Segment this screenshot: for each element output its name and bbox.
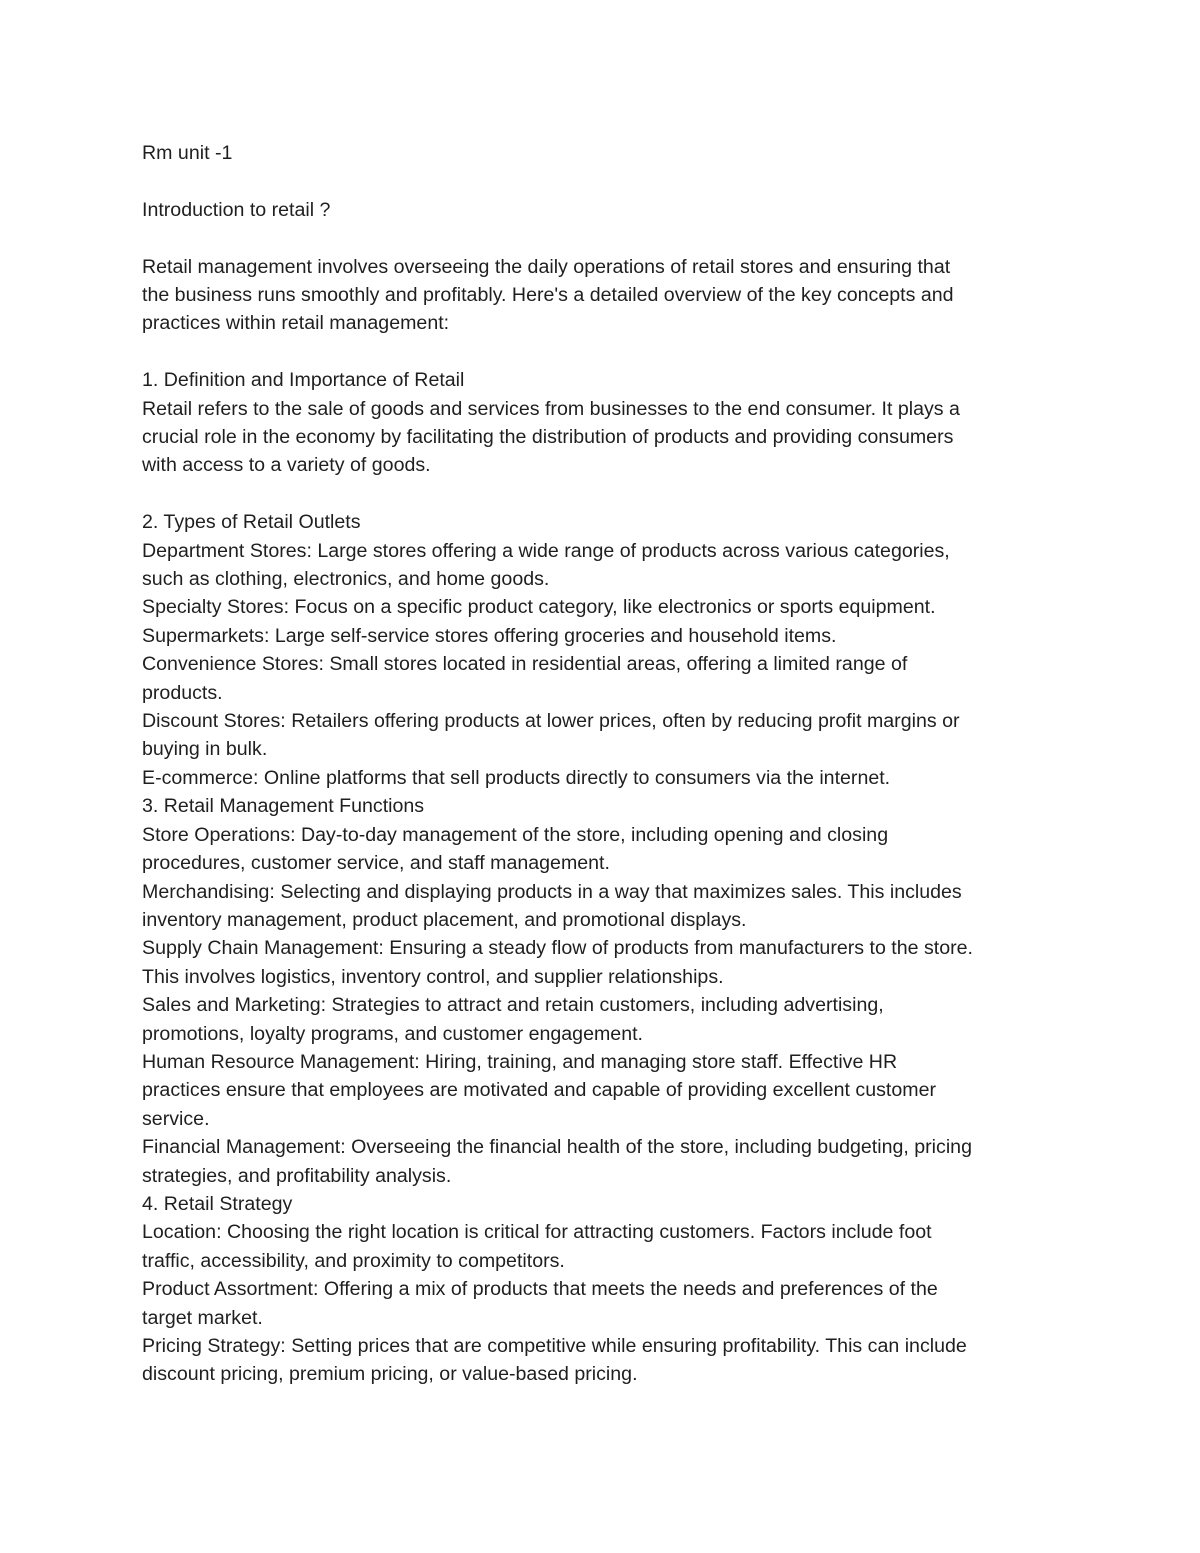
section-line: traffic, accessibility, and proximity to competitors. bbox=[142, 1249, 565, 1272]
section-line: Specialty Stores: Focus on a specific product category, like electronics or sports equipment. bbox=[142, 596, 936, 619]
intro-line: practices within retail management: bbox=[142, 312, 450, 335]
intro-line: the business runs smoothly and profitably. Here's a detailed overview of the key concepts and bbox=[142, 284, 954, 306]
section-line: inventory management, product placement, and promotional displays. bbox=[142, 908, 747, 931]
section-line: such as clothing, electronics, and home goods. bbox=[142, 568, 550, 591]
section-line: Supermarkets: Large self-service stores offering groceries and household items. bbox=[142, 624, 837, 647]
section-line: promotions, loyalty programs, and customer engagement. bbox=[142, 1022, 643, 1045]
section-line: discount pricing, premium pricing, or value-based pricing. bbox=[142, 1363, 638, 1386]
section-line: Pricing Strategy: Setting prices that are competitive while ensuring profitability. This can include bbox=[142, 1335, 967, 1357]
section-functions bbox=[142, 792, 1072, 1190]
blank-line bbox=[142, 480, 1072, 508]
blank-line bbox=[142, 167, 1072, 195]
section-line: crucial role in the economy by facilitating the distribution of products and providing consumers bbox=[142, 426, 954, 449]
section-line: target market. bbox=[142, 1306, 263, 1329]
section-heading: 1. Definition and Importance of Retail bbox=[142, 369, 465, 392]
section-line: products. bbox=[142, 681, 223, 704]
section-line: Merchandising: Selecting and displaying products in a way that maximizes sales. This includes bbox=[142, 880, 962, 903]
section-line: Financial Management: Overseeing the financial health of the store, including budgeting, pricing bbox=[142, 1136, 972, 1159]
blank-line bbox=[142, 338, 1072, 366]
section-line: practices ensure that employees are motivated and capable of providing excellent customer bbox=[142, 1079, 936, 1102]
section-line: Sales and Marketing: Strategies to attract and retain customers, including advertising, bbox=[142, 994, 884, 1017]
document-page bbox=[142, 139, 1072, 1389]
section-line: E-commerce: Online platforms that sell products directly to consumers via the internet. bbox=[142, 766, 891, 789]
section-line: Department Stores: Large stores offering a wide range of products across various categories, bbox=[142, 539, 950, 562]
section-strategy bbox=[142, 1190, 1072, 1389]
section-line: with access to a variety of goods. bbox=[142, 454, 431, 477]
section-line: Convenience Stores: Small stores located in residential areas, offering a limited range of bbox=[142, 653, 908, 676]
intro-paragraph bbox=[142, 253, 1072, 338]
section-line: service. bbox=[142, 1107, 210, 1130]
section-line: Human Resource Management: Hiring, training, and managing store staff. Effective HR bbox=[142, 1050, 898, 1073]
section-types bbox=[142, 508, 1072, 792]
section-heading: 3. Retail Management Functions bbox=[142, 795, 425, 818]
section-heading: 4. Retail Strategy bbox=[142, 1192, 293, 1215]
document-title: Rm unit -1 bbox=[142, 142, 233, 164]
section-line: buying in bulk. bbox=[142, 738, 268, 761]
section-line: procedures, customer service, and staff management. bbox=[142, 852, 610, 875]
section-line: Retail refers to the sale of goods and services from businesses to the end consumer. It plays a bbox=[142, 397, 960, 420]
section-line: This involves logistics, inventory control, and supplier relationships. bbox=[142, 965, 724, 988]
section-line: strategies, and profitability analysis. bbox=[142, 1164, 452, 1187]
section-definition bbox=[142, 366, 1072, 480]
section-line: Store Operations: Day-to-day management of the store, including opening and closing bbox=[142, 823, 889, 846]
section-line: Supply Chain Management: Ensuring a steady flow of products from manufacturers to the store. bbox=[142, 937, 973, 960]
document-heading: Introduction to retail ? bbox=[142, 198, 331, 221]
intro-line: Retail management involves overseeing the daily operations of retail stores and ensuring that bbox=[142, 255, 951, 278]
blank-line bbox=[142, 224, 1072, 252]
section-line: Location: Choosing the right location is critical for attracting customers. Factors include foot bbox=[142, 1221, 932, 1244]
section-line: Discount Stores: Retailers offering products at lower prices, often by reducing profit margins or bbox=[142, 710, 960, 733]
section-line: Product Assortment: Offering a mix of products that meets the needs and preferences of the bbox=[142, 1278, 938, 1301]
section-heading: 2. Types of Retail Outlets bbox=[142, 511, 361, 534]
